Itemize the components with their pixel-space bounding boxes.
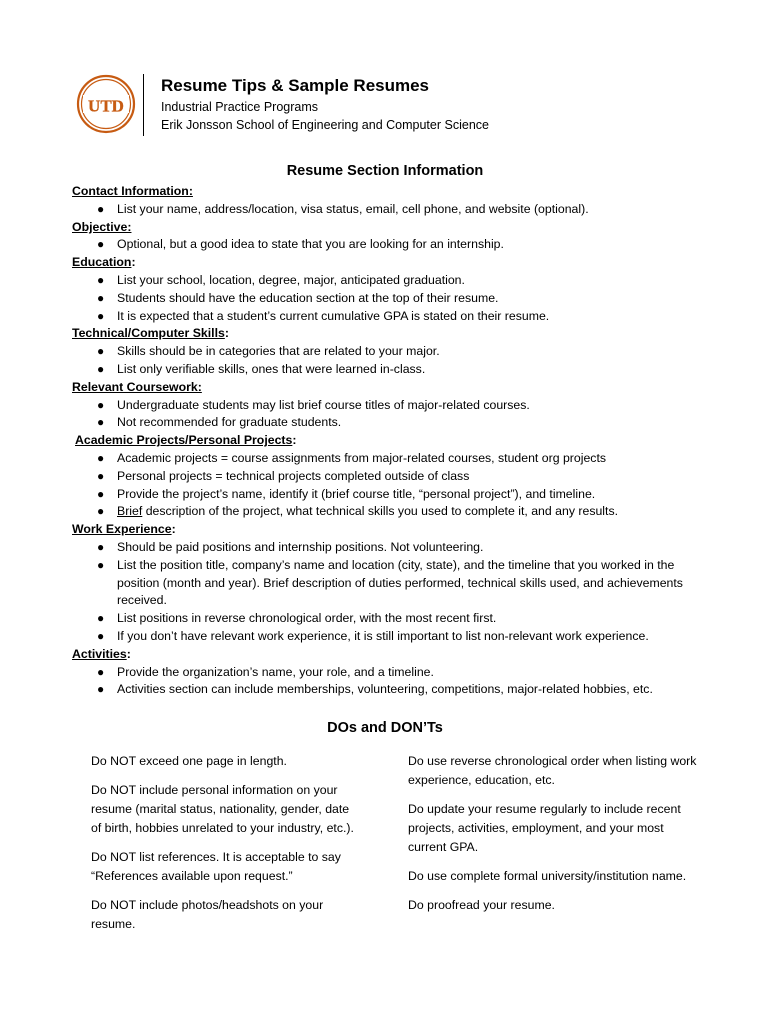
list-item: ● It is expected that a student’s current cumulative GPA is stated on their resume. (97, 308, 550, 323)
list-item: ● List positions in reverse chronological order, with the most recent first. (97, 611, 497, 626)
technical-skills-heading: Technical/Computer Skills: (72, 326, 229, 341)
education-list (72, 272, 702, 325)
projects-list (72, 450, 702, 521)
list-item: ● Students should have the education section at the top of their resume. (97, 290, 499, 305)
list-item: ● Optional, but a good idea to state that you are looking for an internship. (97, 237, 504, 252)
do-item: Do update your resume regularly to include recent projects, activities, employment, and your most current GPA. (408, 802, 681, 854)
list-item: ● Activities section can include memberships, volunteering, competitions, major-related hobbies, etc. (97, 682, 653, 697)
do-item: Do use reverse chronological order when listing work experience, education, etc. (408, 754, 697, 787)
contact-list (72, 201, 702, 219)
list-item: ● Should be paid positions and internship positions. Not volunteering. (97, 539, 484, 554)
dont-item: Do NOT exceed one page in length. (91, 754, 287, 768)
logo-text: UTD (88, 96, 124, 116)
list-item: ● Not recommended for graduate students. (97, 415, 342, 430)
dos-column (408, 752, 698, 925)
coursework-list (72, 397, 702, 433)
list-item: ● Provide the project’s name, identify it (brief course title, “personal project”), and timeline. (97, 486, 596, 501)
list-item: ● Skills should be in categories that are related to your major. (97, 344, 440, 359)
list-item: ● Undergraduate students may list brief course titles of major-related courses. (97, 397, 530, 412)
do-item: Do use complete formal university/institution name. (408, 869, 687, 883)
education-heading: Education: (72, 255, 136, 270)
utd-logo (76, 74, 136, 134)
page-title: Resume Tips & Sample Resumes (161, 76, 430, 95)
do-item: Do proofread your resume. (408, 898, 555, 912)
header-divider (143, 74, 144, 136)
donts-column (91, 752, 361, 944)
objective-heading: Objective: (72, 219, 132, 234)
section-info-title: Resume Section Information (286, 163, 484, 179)
projects-heading: Academic Projects/Personal Projects: (75, 433, 297, 448)
section-info-body (72, 183, 702, 699)
contact-heading: Contact Information: (72, 184, 193, 198)
objective-list (72, 236, 702, 254)
list-item: ● Brief description of the project, what technical skills you used to complete it, and any results. (97, 504, 619, 519)
list-item: ● Provide the organization’s name, your role, and a timeline. (97, 664, 434, 679)
activities-heading: Activities: (72, 646, 131, 661)
list-item: ● List the position title, company’s name and location (city, state), and the timeline that you worked in the position (month and year). Brief description of duties performed, technical skills used, and achievements received. (97, 557, 683, 608)
list-item: ● Academic projects = course assignments from major-related courses, student org projects (97, 450, 607, 465)
dont-item: Do NOT include photos/headshots on your resume. (91, 898, 324, 931)
technical-skills-list (72, 343, 702, 379)
coursework-heading: Relevant Coursework: (72, 379, 202, 394)
school-name: Erik Jonsson School of Engineering and Computer Science (161, 118, 489, 132)
work-experience-heading: Work Experience: (72, 522, 176, 537)
list-item: ● List your school, location, degree, major, anticipated graduation. (97, 272, 465, 287)
list-item: ● Personal projects = technical projects completed outside of class (97, 468, 470, 483)
dos-donts-title: DOs and DON’Ts (327, 720, 443, 736)
list-item: ● List your name, address/location, visa status, email, cell phone, and website (optional). (97, 201, 589, 216)
dont-item: Do NOT list references. It is acceptable to say “References available upon request.” (91, 850, 341, 883)
dont-item: Do NOT include personal information on your resume (marital status, nationality, gender, date of birth, hobbies unrelated to your industry, etc.). (91, 783, 354, 835)
work-experience-list (72, 539, 702, 646)
program-name: Industrial Practice Programs (161, 100, 319, 114)
activities-list (72, 664, 702, 700)
list-item: ● If you don’t have relevant work experience, it is still important to list non-relevant work experience. (97, 628, 649, 643)
document-header (76, 74, 696, 138)
list-item: ● List only verifiable skills, ones that were learned in-class. (97, 361, 426, 376)
